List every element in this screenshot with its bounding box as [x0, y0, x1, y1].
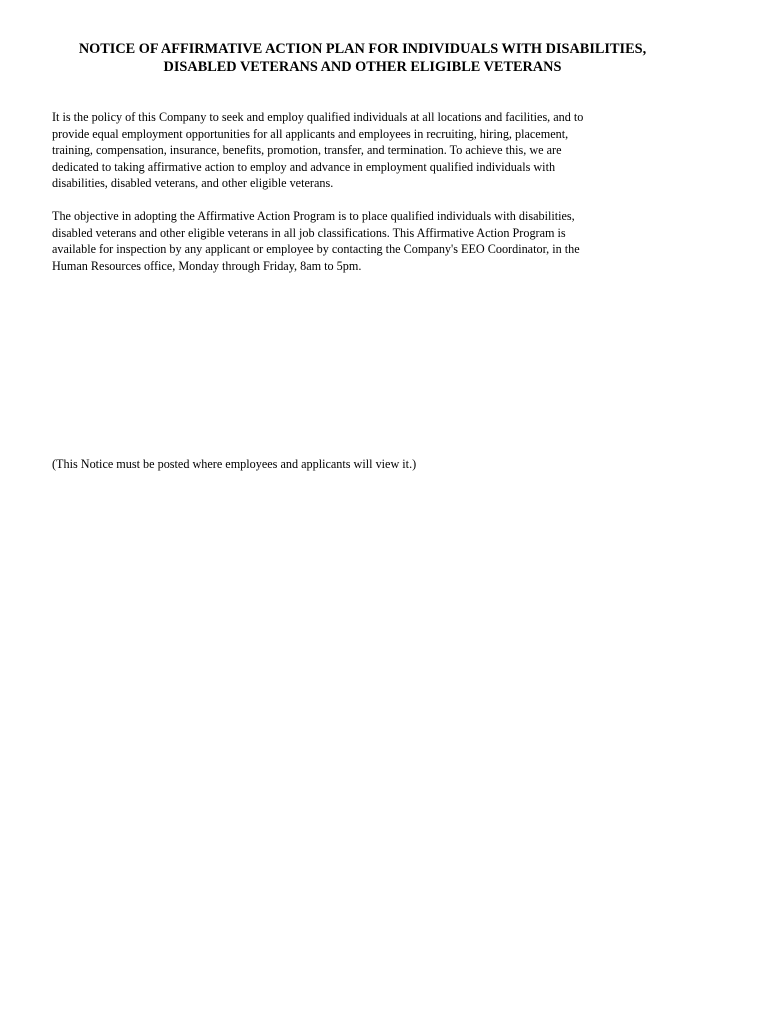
policy-paragraph-line: dedicated to taking affirmative action to employ and advance in employment qualified individuals with — [52, 159, 556, 174]
objective-paragraph-line: available for inspection by any applicant or employee by contacting the Company's EEO Coordinator, in the — [52, 242, 580, 257]
objective-paragraph — [52, 208, 580, 274]
policy-paragraph-line: training, compensation, insurance, benefits, promotion, transfer, and termination. To achieve this, we are — [52, 143, 562, 158]
policy-paragraph-line: It is the policy of this Company to seek and employ qualified individuals at all locations and facilities, and to — [52, 110, 584, 124]
policy-paragraph-line: disabilities, disabled veterans, and other eligible veterans. — [52, 176, 334, 191]
notice-title-line-2: DISABLED VETERANS AND OTHER ELIGIBLE VETERANS — [163, 59, 562, 75]
notice-title — [40, 40, 685, 76]
objective-paragraph-line: Human Resources office, Monday through Friday, 8am to 5pm. — [52, 258, 362, 273]
objective-paragraph-line: disabled veterans and other eligible veterans in all job classifications. This Affirmative Action Program is — [52, 225, 566, 240]
policy-paragraph-line: provide equal employment opportunities for all applicants and employees in recruiting, hiring, placement, — [52, 126, 569, 141]
objective-paragraph-line: The objective in adopting the Affirmative Action Program is to place qualified individuals with disabilities, — [52, 209, 575, 223]
notice-title-line-1: NOTICE OF AFFIRMATIVE ACTION PLAN FOR INDIVIDUALS WITH DISABILITIES, — [78, 41, 647, 57]
policy-paragraph — [52, 109, 583, 192]
posting-note: (This Notice must be posted where employees and applicants will view it.) — [52, 457, 417, 471]
